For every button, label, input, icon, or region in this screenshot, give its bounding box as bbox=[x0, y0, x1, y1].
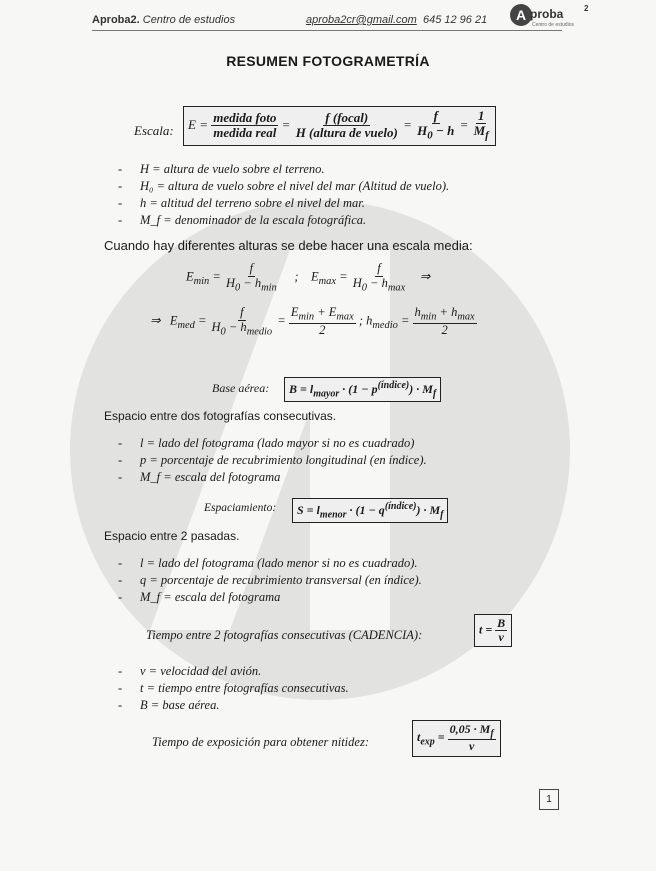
spacing-intro: Espacio entre 2 pasadas. bbox=[104, 529, 240, 543]
spacing-formula: $S = l_{menor} \cdot (1 - q^{(índice)}) \cdot M_f$ bbox=[292, 498, 448, 523]
header-phone: 645 12 96 21 bbox=[422, 14, 488, 26]
header-logo: A proba 2 Centro de estudios bbox=[510, 4, 590, 30]
spacing-label: Espaciamiento: bbox=[204, 502, 277, 514]
header-contact bbox=[306, 14, 487, 26]
base-formula: $B = l_{mayor} \cdot (1 - p^{(índice)}) \cdot M_f$ bbox=[284, 377, 441, 402]
page-number: 1 bbox=[539, 789, 559, 810]
page-header bbox=[92, 6, 562, 31]
mean-scale-intro: Cuando hay diferentes alturas se debe hacer una escala media: bbox=[104, 238, 473, 253]
emin-emax-formula: $E_{min}$ = $\frac{f}{H_0 - h_{min}}$ ; $E_{max}$ = $\frac{f}{H_0 - h_{max}}$ ⇒ bbox=[186, 261, 431, 294]
emed-formula: ⇒ $E_{med}$ = $\frac{f}{H_0 - h_{medio}}$ = $\frac{E_{min} + E_{max}}{2}$ ; $h_{medio}$ = $\frac{h_{min} + h_{max}}{2}$ bbox=[150, 305, 475, 338]
scale-label: Escala: bbox=[134, 123, 174, 138]
header-brand: Aproba2. Centro de estudios bbox=[92, 14, 236, 26]
header-email[interactable]: aproba2cr@gmail.com bbox=[306, 14, 417, 26]
base-intro: Espacio entre dos fotografías consecutivas. bbox=[104, 409, 337, 423]
exposure-label: Tiempo de exposición para obtener nitidez: bbox=[152, 735, 369, 749]
exposure-formula: $t_{exp}$ = $\frac{0,05 \cdot M_f}{v}$ bbox=[412, 720, 501, 757]
cadence-label: Tiempo entre 2 fotografías consecutivas (CADENCIA): bbox=[146, 628, 423, 642]
cadence-formula: t = $\frac{B}{v}$ bbox=[474, 614, 512, 647]
base-label: Base aérea: bbox=[212, 381, 270, 395]
scale-formula: E = $\frac{\text{medida foto}}{\text{medida real}}$ = $\frac{\text{f (focal)}}{\text{H (altura de vuelo)}}$ = $\frac{f}{H_0 - h}$ = $\frac{1}{M_f}$ bbox=[183, 106, 496, 146]
page-title: RESUMEN FOTOGRAMETRÍA bbox=[226, 53, 430, 69]
logo-mark-icon: A bbox=[510, 4, 532, 26]
